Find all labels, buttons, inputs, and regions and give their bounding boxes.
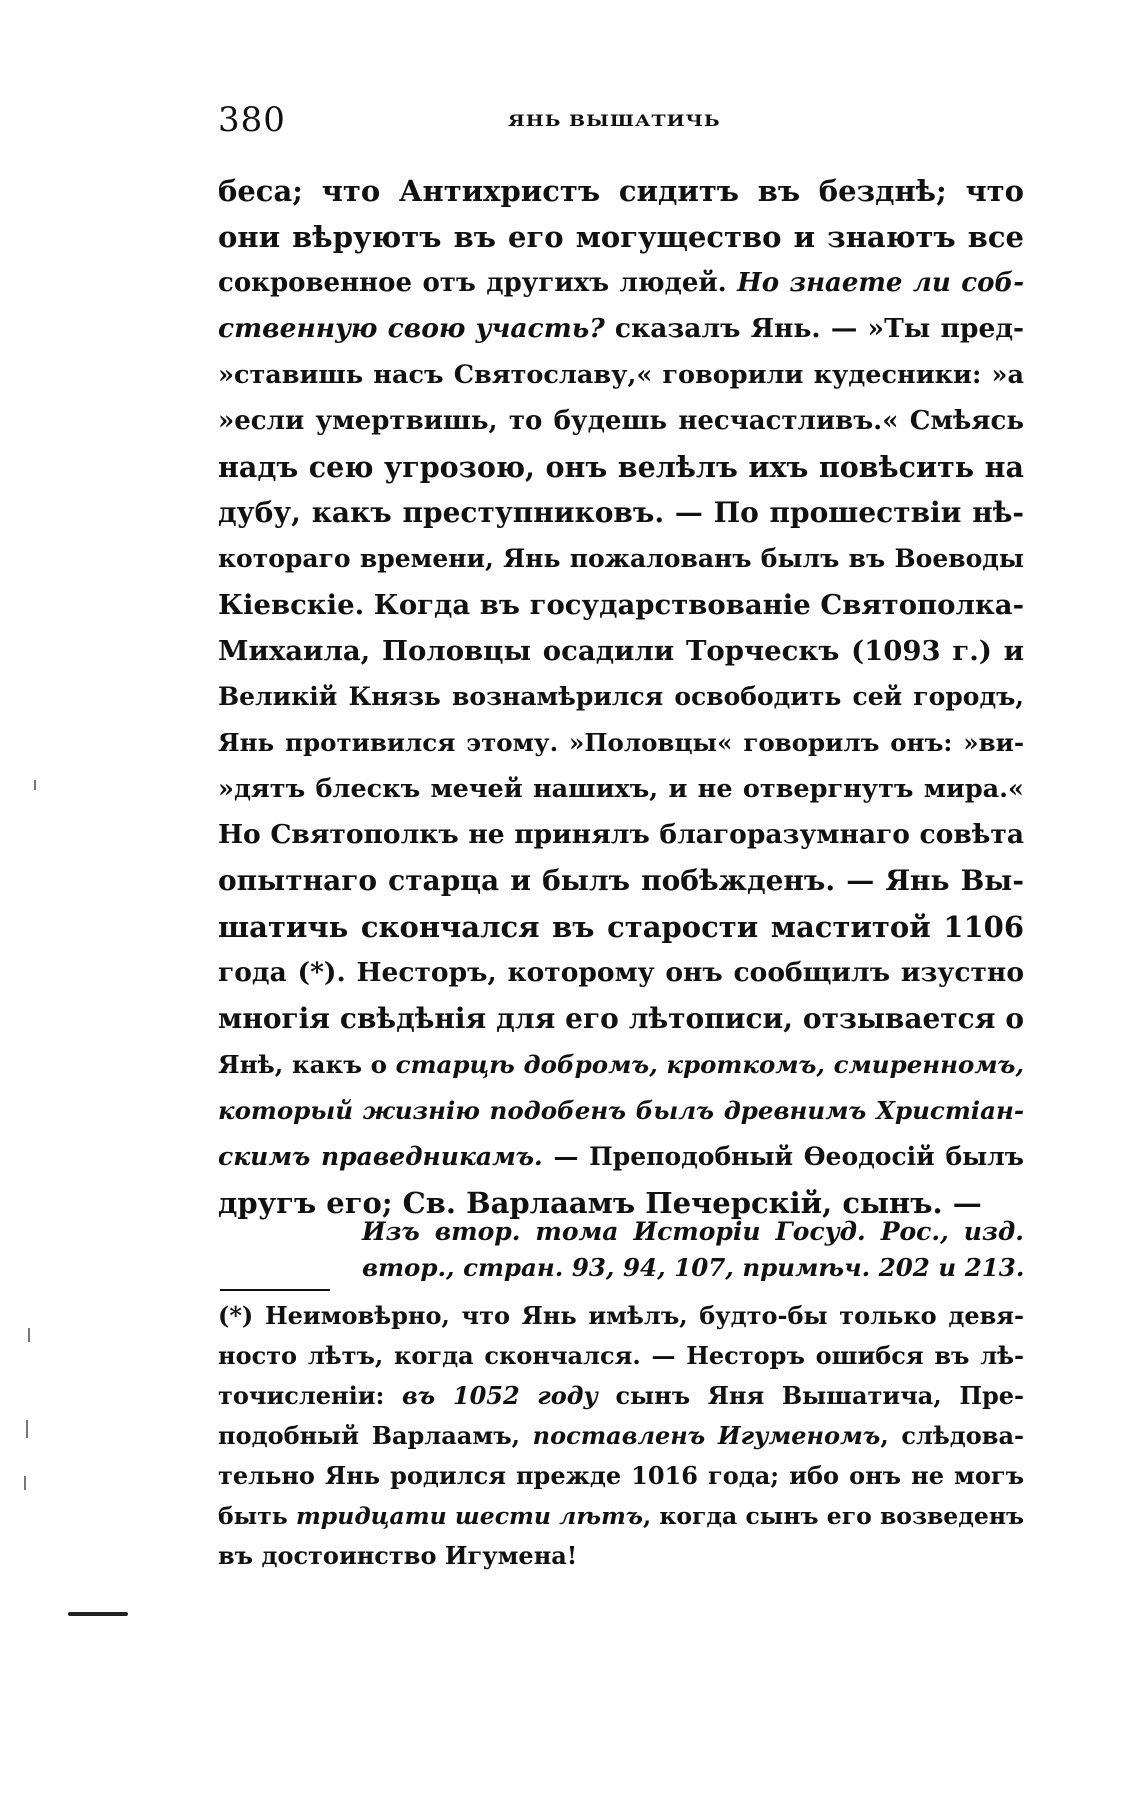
italic-text: ственную свою участь? xyxy=(218,313,605,344)
italic-text: Но знаете ли соб- xyxy=(737,268,1024,298)
text-run: они вѣруютъ въ его могущество и знаютъ все xyxy=(218,220,1024,254)
text-run: Янѣ, какъ о xyxy=(218,1050,396,1079)
body-line xyxy=(218,168,1024,214)
footnote-line xyxy=(218,1536,1024,1576)
running-title: ЯНЬ ВЫШАТИЧЬ xyxy=(508,111,721,131)
body-line xyxy=(218,490,1024,536)
text-run: »ставишь насъ Святославу,« говорили кудесники: »а xyxy=(218,360,1024,390)
text-run: года (*). Несторъ, которому онъ сообщилъ изустно xyxy=(218,957,1024,988)
text-run: сказалъ Янь. — »Ты пред- xyxy=(604,313,1024,344)
body-line xyxy=(218,260,1024,306)
text-run: другъ его; Св. Варлаамъ Печерскій, сынъ. — xyxy=(218,1186,982,1220)
footnote-line xyxy=(218,1296,1024,1336)
italic-text: который жизнію подобенъ былъ древнимъ Христіан- xyxy=(218,1096,1024,1125)
footnote-line xyxy=(218,1456,1024,1496)
text-run: подобный Варлаамъ, xyxy=(218,1421,533,1450)
body-line xyxy=(218,904,1024,950)
margin-mark xyxy=(34,780,36,790)
text-run: (*) Неимовѣрно, что Янь имѣлъ, будто-бы только девя- xyxy=(218,1301,1024,1330)
body-line xyxy=(218,996,1024,1042)
text-run: многія свѣдѣнія для его лѣтописи, отзывается о xyxy=(218,1002,1024,1035)
body-line xyxy=(218,628,1024,674)
text-run: носто лѣтъ, когда скончался. — Несторъ ошибся въ лѣ- xyxy=(218,1341,1024,1370)
body-line xyxy=(218,1088,1024,1134)
text-run: — Преподобный Ѳеодосій былъ xyxy=(542,1142,1024,1171)
italic-text: скимъ праведникамъ. xyxy=(218,1142,543,1171)
text-run: опытнаго старца и былъ побѣжденъ. — Янь Вы- xyxy=(218,864,1024,897)
text-run: Янь противился этому. »Половцы« говорилъ онъ: »ви- xyxy=(218,728,1024,757)
text-run: беса; что Антихристъ сидитъ въ безднѣ; что xyxy=(218,174,1024,208)
italic-text: поставленъ Игуменомъ xyxy=(532,1421,881,1450)
text-run: Михаила, Половцы осадили Торческъ (1093 г.) и xyxy=(218,635,1024,667)
margin-mark xyxy=(26,1420,28,1438)
footnote-rule xyxy=(220,1289,330,1291)
body-line xyxy=(218,720,1024,766)
footnote-line xyxy=(218,1416,1024,1456)
text-run: Но Святополкъ не принялъ благоразумнаго совѣта xyxy=(218,819,1024,850)
text-run: дубу, какъ преступниковъ. — По прошествіи нѣ- xyxy=(218,496,1024,529)
body-line xyxy=(218,582,1024,628)
footnote-line xyxy=(218,1336,1024,1376)
text-run: сокровенное отъ другихъ людей. xyxy=(218,268,738,298)
text-run: »если умертвишь, то будешь несчастливъ.« Смѣясь xyxy=(218,406,1024,436)
text-run: , когда сынъ его возведенъ xyxy=(642,1502,1024,1530)
body-line xyxy=(218,674,1024,720)
source-citation xyxy=(362,1214,1024,1286)
text-run: точисленіи: xyxy=(218,1381,403,1410)
footnote-line xyxy=(218,1376,1024,1416)
footnote xyxy=(218,1296,1024,1576)
italic-text: тридцати шести лѣтъ xyxy=(295,1502,643,1530)
margin-mark xyxy=(24,1476,26,1490)
text-run: шатичь скончался въ старости маститой 1106 xyxy=(218,910,1024,944)
text-run: , слѣдова- xyxy=(880,1421,1024,1450)
body-line xyxy=(218,1134,1024,1180)
body-line xyxy=(218,812,1024,858)
margin-mark xyxy=(68,1612,128,1616)
body-line xyxy=(218,950,1024,996)
body-line xyxy=(218,398,1024,444)
body-line xyxy=(218,536,1024,582)
text-run: котораго времени, Янь пожалованъ былъ въ Воеводы xyxy=(218,544,1024,573)
text-run: Кіевскіе. Когда въ государствованіе Святополка- xyxy=(218,589,1024,621)
body-line xyxy=(218,1042,1024,1088)
text-run: въ достоинство Игумена! xyxy=(218,1541,578,1570)
italic-text: въ 1052 году xyxy=(402,1381,598,1410)
body-line xyxy=(218,214,1024,260)
italic-text: старцѣ добромъ, кроткомъ, смиренномъ, xyxy=(395,1050,1024,1079)
citation-line: Изъ втор. тома Исторіи Госуд. Рос., изд. xyxy=(362,1217,1024,1246)
footnote-line xyxy=(218,1496,1024,1536)
text-run: сынъ Яня Вышатича, Пре- xyxy=(597,1381,1024,1410)
text-run: »дятъ блескъ мечей нашихъ, и не отвергнутъ мира.« xyxy=(218,774,1024,804)
citation-line: втор., стран. 93, 94, 107, примѣч. 202 и 213. xyxy=(362,1253,1025,1282)
body-line xyxy=(218,444,1024,490)
body-line xyxy=(218,352,1024,398)
text-run: быть xyxy=(218,1502,296,1530)
body-line xyxy=(218,306,1024,352)
page-number: 380 xyxy=(218,100,286,140)
body-text xyxy=(218,168,1024,1226)
running-head xyxy=(218,100,1018,160)
text-run: надъ сею угрозою, онъ велѣлъ ихъ повѣсить на xyxy=(218,450,1024,484)
margin-mark xyxy=(28,1328,30,1342)
body-line xyxy=(218,858,1024,904)
body-line xyxy=(218,766,1024,812)
text-run: тельно Янь родился прежде 1016 года; ибо онъ не могъ xyxy=(218,1461,1024,1490)
text-run: Великій Князь вознамѣрился освободить сей городъ, xyxy=(218,682,1024,711)
